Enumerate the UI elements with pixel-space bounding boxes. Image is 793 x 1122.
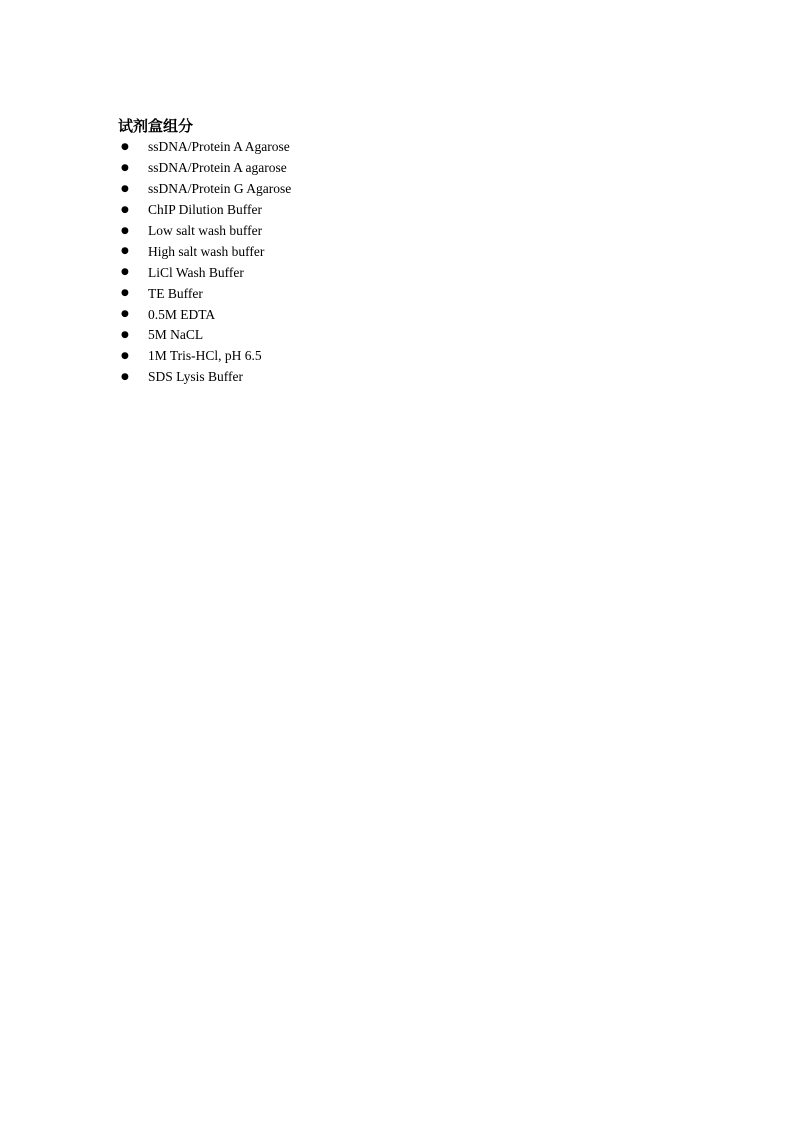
list-item-label: TE Buffer — [148, 285, 203, 301]
list-item — [118, 241, 291, 262]
bullet-icon: ● — [121, 246, 129, 257]
list-item-label: ChIP Dilution Buffer — [148, 202, 262, 218]
bullet-icon: ● — [121, 183, 129, 194]
list-item-label: 0.5M EDTA — [148, 306, 216, 322]
list-item — [118, 179, 291, 200]
list-item — [118, 221, 291, 242]
list-item — [118, 158, 291, 179]
list-item-label: Low salt wash buffer — [148, 223, 263, 238]
list-item — [118, 200, 291, 221]
list-item — [118, 325, 291, 346]
list-item — [118, 367, 291, 388]
bullet-icon: ● — [121, 162, 129, 173]
bullet-icon: ● — [121, 288, 129, 299]
list-item — [118, 304, 291, 325]
list-item — [118, 346, 291, 367]
list-item-label: LiCl Wash Buffer — [148, 264, 244, 280]
list-item — [118, 283, 291, 304]
reagent-list — [118, 137, 291, 388]
list-item-label: ssDNA/Protein G Agarose — [148, 181, 292, 197]
bullet-icon: ● — [121, 141, 129, 152]
bullet-icon: ● — [121, 329, 129, 340]
document-content — [118, 117, 291, 388]
bullet-icon: ● — [121, 350, 129, 361]
bullet-icon: ● — [121, 267, 129, 278]
list-item-label: 5M NaCL — [148, 327, 204, 343]
list-item — [118, 137, 291, 158]
bullet-icon: ● — [121, 309, 129, 320]
bullet-icon: ● — [121, 225, 129, 236]
section-heading: 试剂盒组分 — [118, 119, 194, 135]
list-item-label: ssDNA/Protein A Agarose — [148, 139, 290, 155]
list-item-label: 1M Tris-HCl, pH 6.5 — [148, 348, 262, 364]
list-item — [118, 262, 291, 283]
list-item-label: ssDNA/Protein A agarose — [148, 160, 287, 176]
bullet-icon: ● — [121, 204, 129, 215]
list-item-label: SDS Lysis Buffer — [148, 369, 244, 385]
list-item-label: High salt wash buffer — [148, 243, 265, 259]
bullet-icon: ● — [121, 371, 129, 382]
